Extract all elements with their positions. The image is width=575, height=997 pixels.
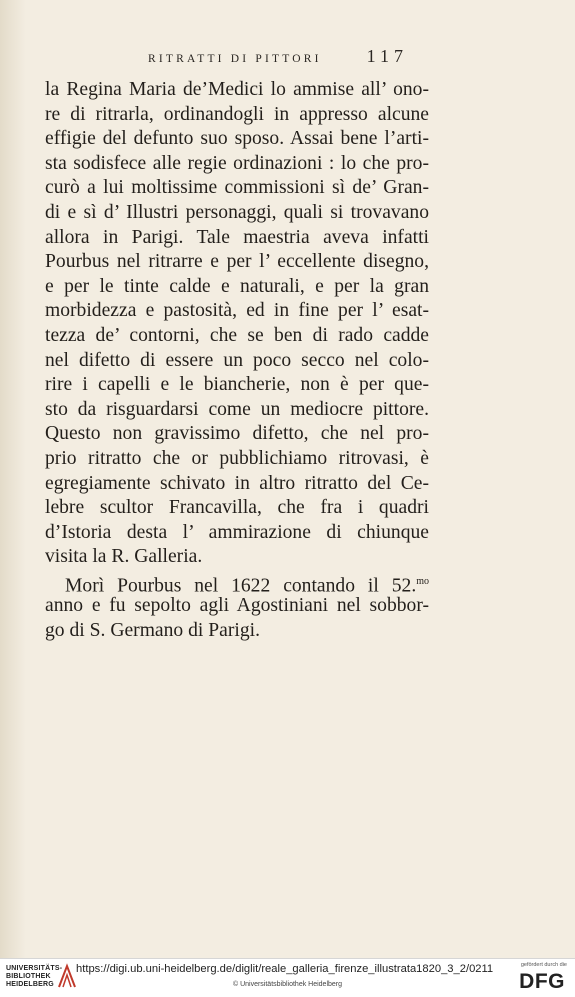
dfg-logo: DFG — [519, 970, 565, 993]
paragraph — [45, 78, 429, 570]
page-spine-shadow — [0, 0, 26, 958]
page-number: 117 — [366, 46, 408, 66]
text-line: Pourbus nel ritrarre e per l’ eccellente disegno, — [45, 251, 429, 273]
text-line: la Regina Maria de’Medici lo ammise all’ ono- — [45, 79, 429, 100]
text-line: prio ritratto che or pubblichiamo ritrovasi, è — [45, 447, 429, 469]
text-line: morbidezza e pastosità, ed in fine per l’ esat- — [45, 300, 429, 322]
library-line: HEIDELBERG — [6, 981, 54, 988]
text-line: rire i capelli e le biancherie, non è per que- — [45, 374, 429, 396]
library-line: BIBLIOTHEK — [6, 973, 51, 980]
funder-note: gefördert durch die — [520, 962, 567, 968]
source-url-link[interactable]: https://digi.ub.uni-heidelberg.de/diglit/reale_galleria_firenze_illustrata1820_3_2/0211 — [76, 963, 494, 975]
text-line: e per le tinte calde e naturali, e per la gran — [45, 275, 429, 297]
text-line: sto da risguardarsi come un mediocre pittore. — [45, 398, 429, 420]
text-line: curò a lui moltissime commissioni sì de’ Gran- — [45, 177, 429, 199]
text-line: go di S. Germano di Parigi. — [45, 620, 260, 642]
text-line-start: Morì Pourbus nel 1622 contando il 52. — [65, 575, 417, 597]
text-line: egregiamente schivato in altro ritratto del Ce- — [45, 472, 429, 494]
running-header — [148, 46, 408, 67]
text-line: Questo non gravissimo difetto, che nel pro- — [45, 423, 429, 445]
text-line: re di ritrarla, ordinandogli in appresso alcune — [45, 103, 429, 125]
text-line: effigie del defunto suo sposo. Assai bene l’arti- — [45, 128, 429, 150]
superscript-ordinal: mo — [416, 575, 429, 587]
text-line: tezza de’ contorni, che se ben di rado cadde — [45, 324, 429, 346]
text-line — [45, 570, 429, 595]
text-line: anno e fu sepolto agli Agostiniani nel sobbor- — [45, 595, 429, 617]
text-line: nel difetto di essere un poco secco nel colo- — [45, 349, 429, 371]
text-line: lebre scultor Francavilla, che fra i quadri — [45, 497, 429, 519]
digitization-footer — [0, 958, 575, 997]
body-text — [45, 78, 429, 644]
library-line: UNIVERSITÄTS- — [6, 965, 63, 972]
text-line: allora in Parigi. Tale maestria aveva infatti — [45, 226, 429, 248]
copyright-notice: © Universitätsbibliothek Heidelberg — [232, 981, 343, 988]
running-title: RITRATTI DI PITTORI — [148, 53, 322, 65]
text-line: d’Istoria desta l’ ammirazione di chiunque — [45, 521, 429, 543]
text-line: visita la R. Galleria. — [45, 546, 203, 568]
text-line: di e sì d’ Illustri personaggi, quali si trovavano — [45, 201, 429, 223]
paragraph — [45, 570, 429, 644]
text-line: sta sodisfece alle regie ordinazioni : lo che pro- — [45, 152, 429, 174]
